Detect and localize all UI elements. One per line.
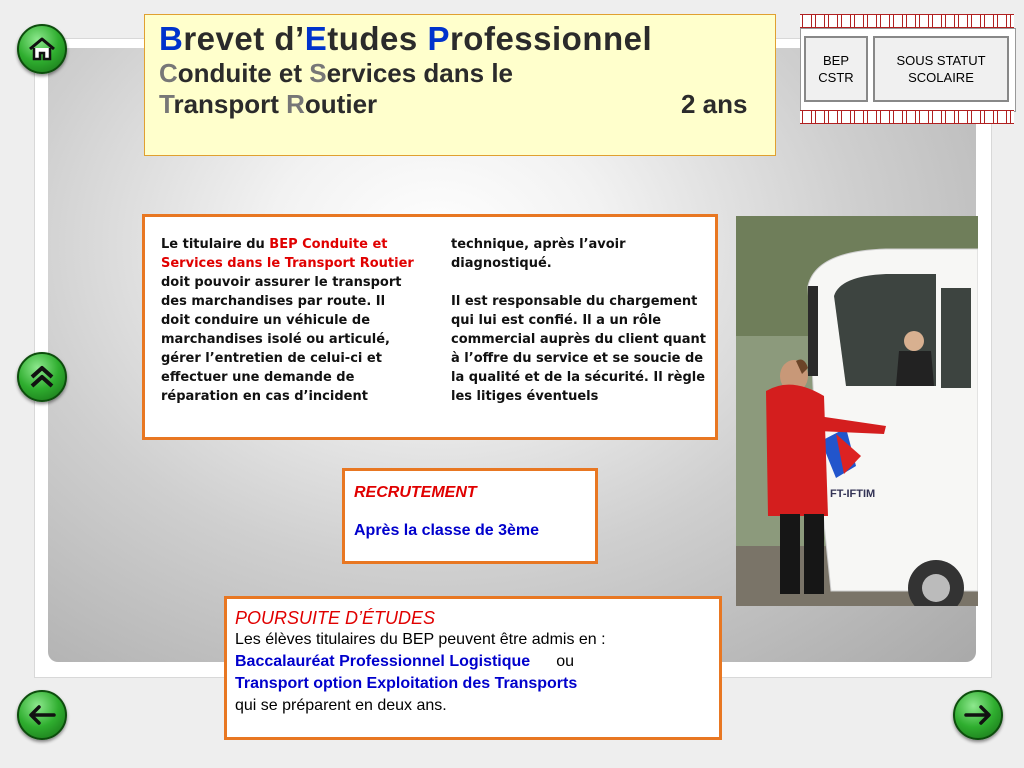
title-line-3 — [159, 89, 775, 120]
description-paragraph-1: technique, après l’avoir diagnostiqué. — [451, 237, 626, 271]
title-box — [144, 14, 776, 156]
description-text: doit pouvoir assurer le transport des marchandises par route. Il doit conduire un véhicule de marchandises isolé ou articulé, gérer l’entretien de celui-ci et effectuer une demande de réparation en cas d’incident — [161, 275, 402, 404]
description-highlight: BEP Conduite et Services dans le Transport Routier — [161, 237, 414, 271]
title-word: onduite et — [177, 58, 310, 88]
poursuite-option-1: Baccalauréat Professionnel Logistique — [235, 653, 531, 670]
statut-badge-line2: SCOLAIRE — [908, 70, 974, 85]
poursuite-box — [224, 596, 722, 740]
title-initial: B — [159, 20, 184, 57]
truck-logo-text: FT-IFTIM — [830, 488, 876, 500]
statut-badge-line1: SOUS STATUT — [896, 53, 986, 68]
title-word: tudes — [327, 20, 428, 57]
truck-photo — [736, 216, 978, 606]
poursuite-option-2: Transport option Exploitation des Transports — [235, 675, 578, 692]
title-word: revet d’ — [183, 20, 305, 57]
duration: 2 ans — [681, 89, 748, 119]
title-initial: C — [159, 58, 178, 88]
description-prefix: Le titulaire du — [161, 237, 270, 252]
decorative-strip-top — [800, 14, 1014, 28]
title-word: ervices dans le — [326, 58, 514, 88]
up-button[interactable] — [17, 352, 67, 402]
poursuite-intro: Les élèves titulaires du BEP peuvent être admis en : — [235, 631, 606, 648]
next-button[interactable] — [953, 690, 1003, 740]
title-initial: S — [309, 58, 327, 88]
bep-badge-line1: BEP — [822, 53, 849, 68]
bep-badge-line2: CSTR — [818, 70, 854, 85]
home-icon — [27, 36, 57, 62]
double-chevron-up-icon — [28, 364, 56, 390]
recrutement-box — [342, 468, 598, 564]
title-word: ransport — [173, 89, 287, 119]
title-word: outier — [304, 89, 378, 119]
title-initial: R — [286, 89, 305, 119]
home-button[interactable] — [17, 24, 67, 74]
arrow-right-icon — [963, 704, 993, 726]
title-initial: P — [427, 20, 450, 57]
title-line-1 — [159, 20, 775, 58]
statut-badge — [873, 36, 1009, 102]
title-initial: T — [159, 89, 174, 119]
title-initial: E — [304, 20, 328, 57]
description-box — [142, 214, 718, 440]
description-column-2 — [451, 235, 707, 406]
poursuite-option-line — [235, 651, 719, 673]
recrutement-title: RECRUTEMENT — [354, 484, 477, 501]
previous-button[interactable] — [17, 690, 67, 740]
description-paragraph-2: Il est responsable du chargement qui lui est confié. Il a un rôle commercial auprès du client quant à l’offre du service et se soucie de la qualité et de la sécurité. Il règle les litiges éventuels — [451, 294, 707, 404]
poursuite-connector: ou — [556, 653, 574, 670]
recrutement-text: Après la classe de 3ème — [354, 522, 540, 539]
title-word: rofessionnel — [449, 20, 653, 57]
description-column-1 — [161, 235, 415, 406]
poursuite-title: POURSUITE D’ÉTUDES — [235, 608, 436, 628]
bep-badge — [804, 36, 868, 102]
decorative-strip-bottom — [800, 110, 1014, 124]
arrow-left-icon — [27, 704, 57, 726]
poursuite-outro: qui se préparent en deux ans. — [235, 697, 447, 714]
title-line-2 — [159, 58, 775, 89]
